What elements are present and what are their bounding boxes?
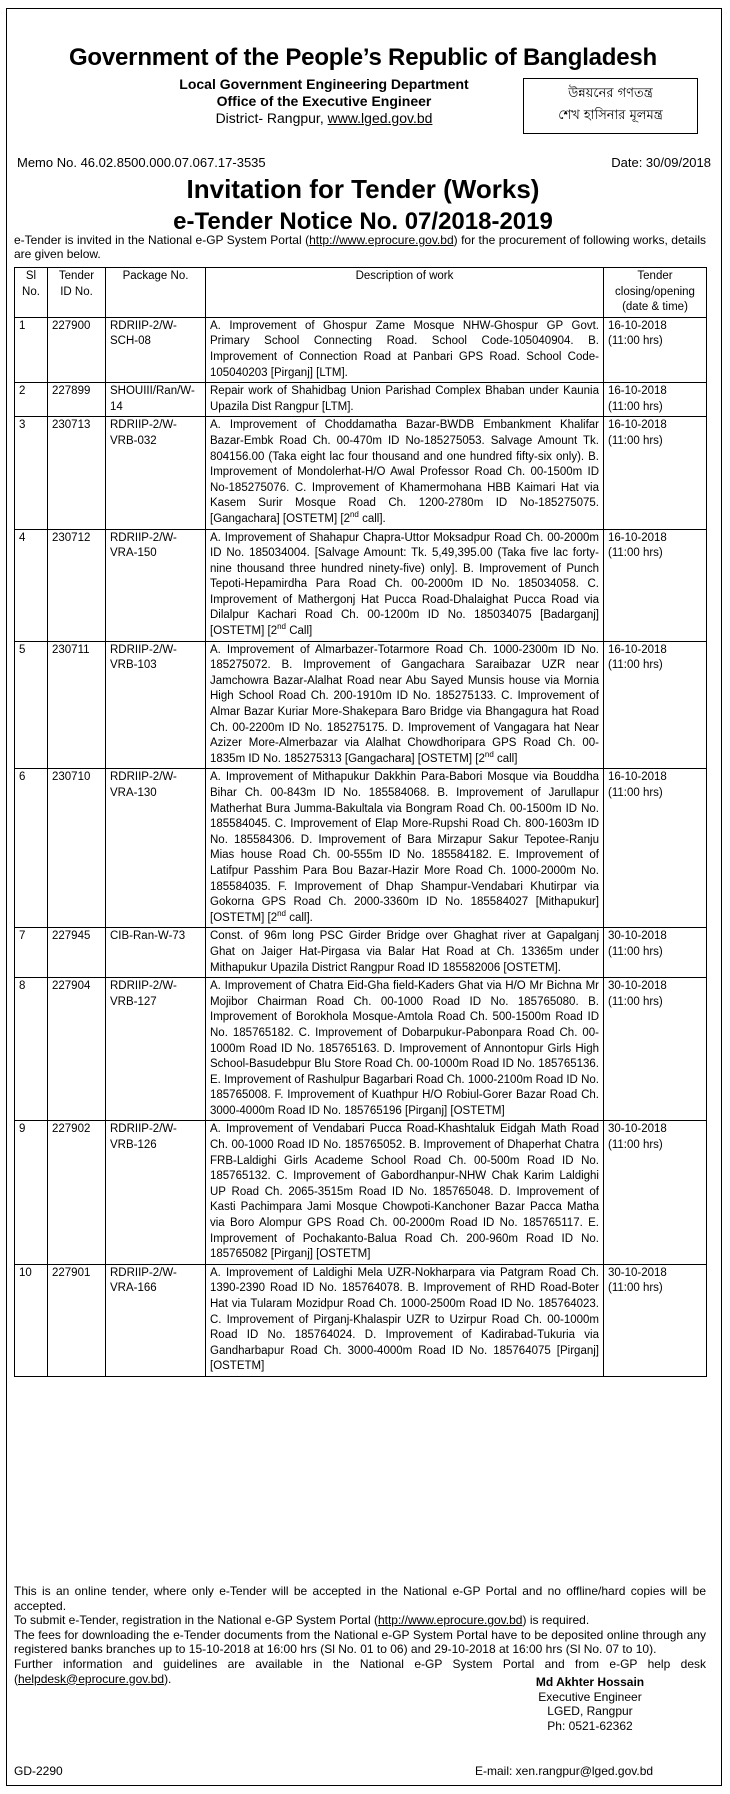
slogan-line-1: উন্নয়নের গণতন্ত্র <box>568 86 653 101</box>
cell-package: RDRIIP-2/W-VRB-127 <box>106 978 206 1121</box>
tender-table <box>14 267 707 1377</box>
signatory-name: Md Akhter Hossain <box>535 1675 645 1689</box>
cell-tender-id: 227901 <box>48 1264 106 1376</box>
cell-sl: 8 <box>15 978 48 1121</box>
notice-heading: Invitation for Tender (Works) <box>186 174 540 204</box>
note-fees: The fees for downloading the e-Tender documents from the National e-GP System Portal have to be deposited online through any registered banks branches up to 15-10-2018 at 16:00 hrs (Sl No. 01 to 06) and 29-10-2018 at 16:00 hrs (Sl No. 07 to 10). <box>14 1627 706 1657</box>
cell-closing <box>604 529 707 641</box>
table-row <box>15 383 707 417</box>
cell-tender-id: 230710 <box>48 769 106 928</box>
cell-closing <box>604 641 707 769</box>
cell-closing <box>604 769 707 928</box>
cell-description: A. Improvement of Choddamatha Bazar-BWDB Embankment Khalifar Bazar-Embk Road Ch. 00-470m ID No-185275053. Salvage Amount Tk. 804156.00 (Taka eight lac four thousand and one hundred fifty-six only). B. Improvement of Mondolerhat-H/O Awal Professor Road Ch. 00-1500m ID No-185275076. C. Improvement of Khamermohana HBB Kaimari Hat via Kasem Surir Mosque Road Ch. 1200-2780m ID No-185275075. [Gangachara] [OSTETM] [2nd call]. <box>206 417 604 529</box>
cell-sl: 5 <box>15 641 48 769</box>
table-row <box>15 1264 707 1376</box>
closing-date: 16-10-2018 <box>608 385 667 398</box>
cell-tender-id: 227899 <box>48 383 106 417</box>
office-name: Office of the Executive Engineer <box>216 93 432 109</box>
cell-tender-id: 227904 <box>48 978 106 1121</box>
note-online-tender: This is an online tender, where only e-Tender will be accepted in the National e-GP Portal and no offline/hard copies will be accepted. <box>14 1584 706 1613</box>
note-registration: To submit e-Tender, registration in the National e-GP System Portal (http://www.eprocure.gov.bd) is required. <box>14 1613 590 1628</box>
cell-tender-id: 230713 <box>48 417 106 529</box>
department-name: Local Government Engineering Department <box>179 76 469 92</box>
slogan-line-2: শেখ হাসিনার মূলমন্ত্র <box>558 108 663 123</box>
cell-sl: 6 <box>15 769 48 928</box>
cell-sl: 1 <box>15 317 48 382</box>
signatory-phone: Ph: 0521-62362 <box>547 1718 633 1733</box>
table-header-row <box>15 268 707 318</box>
cell-description: Repair work of Shahidbag Union Parishad Complex Bhaban under Kaunia Upazila Dist Rangpur [LTM]. <box>206 383 604 417</box>
gd-code: GD-2290 <box>14 1764 63 1778</box>
header-sl: Sl No. <box>15 268 48 318</box>
cell-tender-id: 227945 <box>48 928 106 978</box>
cell-sl: 2 <box>15 383 48 417</box>
cell-sl: 10 <box>15 1264 48 1376</box>
closing-time: (11:00 hrs) <box>608 1139 663 1152</box>
cell-closing <box>604 978 707 1121</box>
closing-time: (11:00 hrs) <box>608 547 663 560</box>
cell-tender-id: 230711 <box>48 641 106 769</box>
cell-tender-id: 230712 <box>48 529 106 641</box>
table-row <box>15 417 707 529</box>
cell-sl: 7 <box>15 928 48 978</box>
table-row <box>15 1121 707 1264</box>
closing-time: (11:00 hrs) <box>608 995 663 1008</box>
closing-date: 30-10-2018 <box>608 980 667 993</box>
cell-package: RDRIIP-2/W-VRB-126 <box>106 1121 206 1264</box>
cell-package: SHOUIII/Ran/W-14 <box>106 383 206 417</box>
notes-section <box>14 1584 706 1686</box>
cell-package: RDRIIP-2/W-SCH-08 <box>106 317 206 382</box>
closing-date: 30-10-2018 <box>608 1123 667 1136</box>
cell-tender-id: 227902 <box>48 1121 106 1264</box>
cell-description: A. Improvement of Chatra Eid-Gha field-Kaders Ghat via H/O Mr Bichna Mr Mojibor Chairman Road Ch. 00-1000 Road ID No. 185765080. B. Improvement of Borokhola Mosque-Amtola Road Ch. 500-1500m Road ID No. 185765182. C. Improvement of Dobarpukur-Pabonpara Road Ch. 00-1000m Road ID No. 185765163. D. Improvement of Annontopur Girls High School-Basudebpur Blu Store Road Ch. 00-1000m Road ID No. 185765136. E. Improvement of Rashulpur Bagarbari Road Ch. 1000-2100m Road ID No. 185765008. F. Improvement of Kuathpur H/O Robiul-Gorer Bazar Road Ch. 3000-4000m Road ID No. 185765196 [Pirganj] [OSTETM] <box>206 978 604 1121</box>
cell-sl: 4 <box>15 529 48 641</box>
cell-description: Const. of 96m long PSC Girder Bridge over Ghaghat river at Gapalganj Ghat on Jaiger Hat-Pirgasa via Balar Hat Road at Ch. 13365m under Mithapukur Upazila District Rangpur Road ID 185582006 [OSTETM]. <box>206 928 604 978</box>
slogan-box <box>523 78 698 134</box>
closing-date: 16-10-2018 <box>608 419 667 432</box>
cell-closing <box>604 383 707 417</box>
district-line: District- Rangpur, www.lged.gov.bd <box>215 110 433 126</box>
signatory-office: LGED, Rangpur <box>547 1704 633 1719</box>
table-row <box>15 317 707 382</box>
closing-date: 30-10-2018 <box>608 1266 667 1279</box>
cell-package: RDRIIP-2/W-VRA-150 <box>106 529 206 641</box>
cell-closing <box>604 1264 707 1376</box>
table-row <box>15 529 707 641</box>
closing-time: (11:00 hrs) <box>608 400 663 413</box>
header-closing: Tender closing/opening (date & time) <box>604 268 707 318</box>
cell-closing <box>604 928 707 978</box>
closing-date: 30-10-2018 <box>608 930 667 943</box>
note-helpdesk: Further information and guidelines are available in the National e-GP System Portal and from e-GP help desk (helpdesk@eprocure.gov.bd). <box>14 1656 706 1686</box>
cell-closing <box>604 1121 707 1264</box>
closing-date: 16-10-2018 <box>608 319 667 332</box>
government-title: Government of the People’s Republic of Bangladesh <box>68 44 658 71</box>
cell-tender-id: 227900 <box>48 317 106 382</box>
closing-date: 16-10-2018 <box>608 531 667 544</box>
cell-package: CIB-Ran-W-73 <box>106 928 206 978</box>
cell-package: RDRIIP-2/W-VRB-103 <box>106 641 206 769</box>
closing-time: (11:00 hrs) <box>608 335 663 348</box>
cell-closing <box>604 317 707 382</box>
cell-description: A. Improvement of Almarbazer-Totarmore Road Ch. 1000-2300m ID No. 185275072. B. Improvement of Gangachara Saraibazar UZR near Jamchowra Bazar-Alalhat Road near Abu Sayed Munsis house via Mornia High School Road Ch. 200-1910m ID No. 185275133. C. Improvement of Almar Bazar Kuriar More-Shakepara Baro Bridge via Bhangagura hat Road Ch. 00-2200m ID No. 185275175. D. Improvement of Vangagara hat Near Azizer More-Almerbazar via Alalhat Chowdhoripara GPS Road Ch. 00-1835m ID No. 185275313 [Gangachara] [OSTETM] [2nd call] <box>206 641 604 769</box>
closing-time: (11:00 hrs) <box>608 659 663 672</box>
header-tender-id: Tender ID No. <box>48 268 106 318</box>
cell-package: RDRIIP-2/W-VRA-130 <box>106 769 206 928</box>
closing-time: (11:00 hrs) <box>608 945 663 958</box>
cell-description: A. Improvement of Vendabari Pucca Road-Khashtaluk Eidgah Math Road Ch. 00-1000 Road ID No. 185765052. B. Improvement of Dhaperhat Chatra FRB-Laldighi Girls Academe School Road Ch. 00-500m Road ID No. 185765132. C. Improvement of Gabordhanpur-NHW Chak Karim Laldighi UP Road Ch. 2065-3515m Road ID No. 185765048. D. Improvement of Kasti Pachimpara Jami Mosque Chowpoti-Kanchoner Bazar Pacca Matha via Boro Alompur GPS Road Ch. 00-2000m Road ID No. 185765117. E. Improvement of Pochakanto-Balua Road Ch. 200-960m Road ID No. 185765082 [Pirganj] [OSTETM] <box>206 1121 604 1264</box>
signature-block <box>480 1675 700 1733</box>
signatory-email: E-mail: xen.rangpur@lged.gov.bd <box>475 1764 654 1778</box>
registration-link[interactable]: http://www.eprocure.gov.bd <box>377 1613 523 1628</box>
header-package: Package No. <box>106 268 206 318</box>
memo-number: Memo No. 46.02.8500.000.07.067.17-3535 <box>17 155 266 170</box>
table-row <box>15 928 707 978</box>
signatory-designation: Executive Engineer <box>538 1689 642 1704</box>
website-link[interactable]: www.lged.gov.bd <box>327 110 433 126</box>
closing-time: (11:00 hrs) <box>608 434 663 447</box>
notice-subheading: e-Tender Notice No. 07/2018-2019 <box>173 208 553 235</box>
helpdesk-link[interactable]: helpdesk@eprocure.gov.bd <box>18 1671 165 1686</box>
table-row <box>15 641 707 769</box>
cell-package: RDRIIP-2/W-VRA-166 <box>106 1264 206 1376</box>
header-description: Description of work <box>206 268 604 318</box>
cell-description: A. Improvement of Mithapukur Dakkhin Para-Babori Mosque via Bouddha Bihar Ch. 00-843m ID No. 185584068. B. Improvement of Jarullapur Matherhat Bura Jumma-Bakultala via Bongram Road Ch. 00-1500m ID No. 185584045. C. Improvement of Elap More-Rupshi Road Ch. 800-1603m ID No. 185584306. D. Improvement of Bara Mirzapur Sakur Tepotee-Ranju Mias house Road Ch. 00-555m ID No. 185584182. E. Improvement of Latifpur Passhim Para Bou Bazar-Hazir More Road Ch. 1000-2000m No. 185584035. F. Improvement of Dhap Shampur-Vendabari Khutirpar via Gokorna GPS Road Ch. 2000-3360m ID No. 185584027 [Mithapukur] [OSTETM] [2nd call]. <box>206 769 604 928</box>
closing-time: (11:00 hrs) <box>608 1282 663 1295</box>
table-row <box>15 769 707 928</box>
table-row <box>15 978 707 1121</box>
closing-date: 16-10-2018 <box>608 643 667 656</box>
intro-paragraph: e-Tender is invited in the National e-GP System Portal (http://www.eprocure.gov.bd) for the procurement of following works, details are given below. <box>14 233 706 261</box>
closing-time: (11:00 hrs) <box>608 787 663 799</box>
cell-sl: 9 <box>15 1121 48 1264</box>
eprocure-link[interactable]: http://www.eprocure.gov.bd <box>309 233 454 247</box>
memo-date: Date: 30/09/2018 <box>611 155 711 170</box>
cell-sl: 3 <box>15 417 48 529</box>
cell-closing <box>604 417 707 529</box>
cell-package: RDRIIP-2/W-VRB-032 <box>106 417 206 529</box>
cell-description: A. Improvement of Ghospur Zame Mosque NHW-Ghospur GP Govt. Primary School Connecting Road. School Code-105040904. B. Improvement of Connection Road at Panbari GPS Road. School Code-105040203 [Pirganj] [LTM]. <box>206 317 604 382</box>
closing-date: 16-10-2018 <box>608 771 667 784</box>
cell-description: A. Improvement of Laldighi Mela UZR-Nokharpara via Patgram Road Ch. 1390-2390 Road ID No. 185764078. B. Improvement of RHD Road-Boter Hat via Tularam Mozidpur Road Ch. 1000-2500m Road ID No. 185764023. C. Improvement of Pirganj-Khalaspir UZR to Uzirpur Road Ch. 00-1000m Road ID No. 185764024. D. Improvement of Kadirabad-Tukuria via Gandharbapur Road Ch. 3000-4000m Road ID No. 185764075 [Pirganj] [OSTETM] <box>206 1264 604 1376</box>
cell-description: A. Improvement of Shahapur Chapra-Uttor Moksadpur Road Ch. 00-2000m ID No. 185034004. [Salvage Amount: Tk. 5,49,395.00 (Taka five lac forty-nine thousand three hundred ninety-five) only]. B. Improvement of Punch Tepoti-Hepamirdha Para Road Ch. 00-2000m ID No. 185034058. C. Improvement of Mathergonj Hat Pucca Road-Dhalaighat Pucca Road via Dilalpur Kachari Road Ch. 00-1200m ID No. 185034075 [Badarganj] [OSTETM] [2nd Call] <box>206 529 604 641</box>
